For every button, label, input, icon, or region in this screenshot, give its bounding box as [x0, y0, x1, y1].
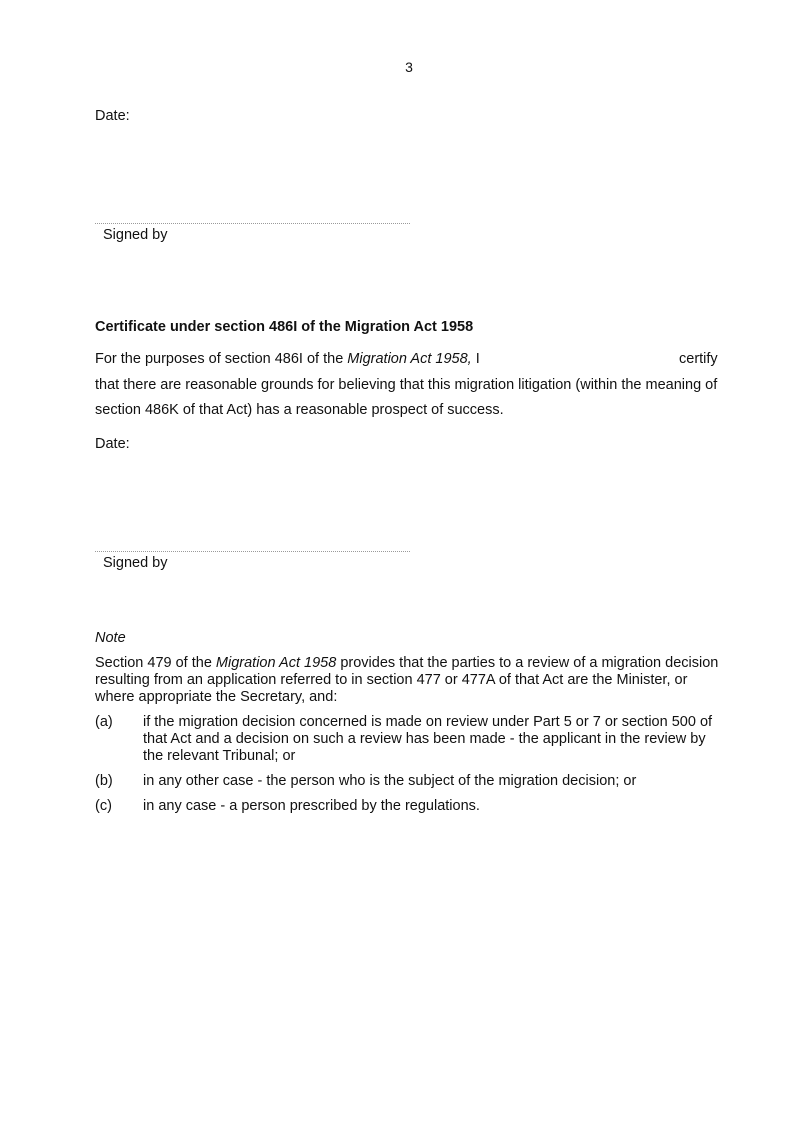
- list-item-text: in any other case - the person who is the subject of the migration decision; or: [143, 773, 637, 789]
- list-item: [95, 798, 735, 815]
- signature-line: [95, 223, 410, 224]
- note-intro: [95, 655, 725, 705]
- list-item-label: (b): [95, 773, 113, 789]
- note-intro-start: Section 479 of the: [95, 655, 216, 671]
- page-number: 3: [405, 59, 413, 75]
- list-item-label: (c): [95, 798, 112, 814]
- date-label-2: Date:: [95, 436, 130, 452]
- signed-by-label: Signed by: [103, 227, 168, 243]
- note-act-name: Migration Act 1958: [215, 655, 337, 671]
- certificate-paragraph: [95, 347, 735, 424]
- list-item-text: if the migration decision concerned is made on review under Part 5 or 7 or section 500 of that Act and a decision on such a review has been made - the applicant in the review by the relevant Tribunal; or: [143, 714, 713, 764]
- list-item-text: in any case - a person prescribed by the regulations.: [143, 798, 480, 814]
- note-title: Note: [95, 630, 126, 646]
- signature-line-2: [95, 551, 410, 552]
- list-item: [95, 773, 735, 790]
- certificate-text-mid: I: [471, 351, 480, 367]
- list-item-label: (a): [95, 714, 113, 730]
- note-intro-rest: provides that the parties to a review of a migration decision resulting from an application referred to in section 477 or 477A of that Act are the Minister, or where appropriate the Secretary, and:: [95, 655, 719, 705]
- signed-by-label-2: Signed by: [103, 555, 168, 571]
- certify-word: certify: [679, 351, 718, 367]
- certificate-text-rest: that there are reasonable grounds for believing that this migration litigation (within the meaning of section 486K of that Act) has a reasonable prospect of success.: [95, 376, 718, 418]
- certificate-heading: Certificate under section 486I of the Migration Act 1958: [95, 319, 474, 335]
- act-name: Migration Act 1958,: [347, 351, 472, 367]
- certificate-text-start: For the purposes of section 486I of the: [95, 351, 348, 367]
- list-item: [95, 714, 735, 764]
- date-label: Date:: [95, 108, 130, 124]
